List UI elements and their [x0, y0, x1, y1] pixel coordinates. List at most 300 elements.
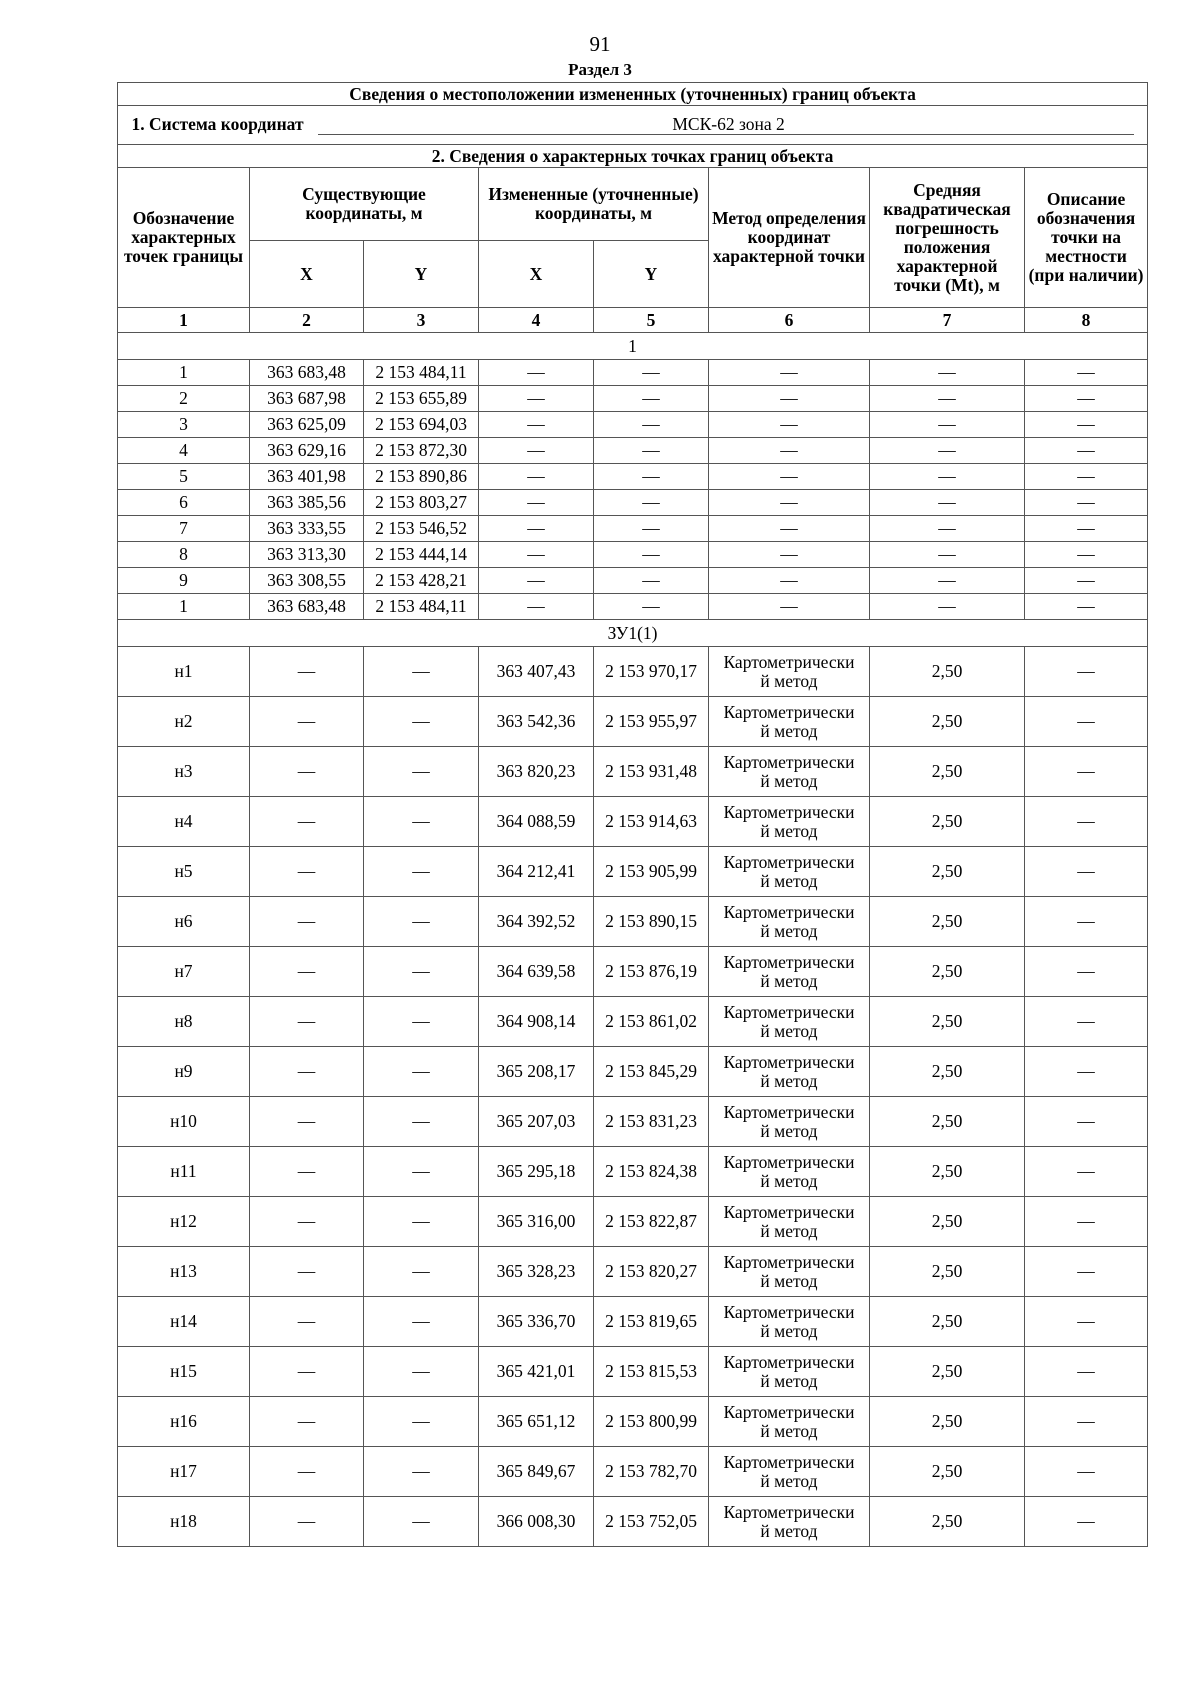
- method: —: [709, 516, 870, 542]
- changed-y: 2 153 824,38: [594, 1147, 709, 1197]
- changed-x: —: [479, 412, 594, 438]
- method: —: [709, 594, 870, 620]
- existing-x: —: [250, 1347, 364, 1397]
- coordinate-system-value: МСК-62 зона 2: [318, 115, 1134, 135]
- table-row: [118, 438, 1148, 464]
- error: 2,50: [870, 747, 1025, 797]
- error: —: [870, 542, 1025, 568]
- method: [709, 1047, 870, 1097]
- method-line: й метод: [760, 1170, 818, 1191]
- header-existing: Существующие координаты, м: [250, 168, 479, 241]
- method: [709, 1347, 870, 1397]
- changed-y: 2 153 815,53: [594, 1347, 709, 1397]
- existing-x: —: [250, 947, 364, 997]
- table-row: [118, 594, 1148, 620]
- changed-y: 2 153 782,70: [594, 1447, 709, 1497]
- error: 2,50: [870, 1347, 1025, 1397]
- table-row: [118, 1197, 1148, 1247]
- method: [709, 947, 870, 997]
- method-line: Картометрически: [723, 1351, 855, 1372]
- point-designation: н18: [118, 1497, 250, 1547]
- method: [709, 1297, 870, 1347]
- existing-y: 2 153 484,11: [364, 594, 479, 620]
- header-description: Описание обозначения точки на местности (при наличии): [1025, 168, 1148, 308]
- description: —: [1025, 797, 1148, 847]
- existing-x: —: [250, 1097, 364, 1147]
- existing-y: —: [364, 1097, 479, 1147]
- existing-y: 2 153 890,86: [364, 464, 479, 490]
- method: —: [709, 542, 870, 568]
- changed-y: 2 153 752,05: [594, 1497, 709, 1547]
- method-line: й метод: [760, 720, 818, 741]
- changed-x: 365 328,23: [479, 1247, 594, 1297]
- table-row: [118, 412, 1148, 438]
- changed-y: 2 153 876,19: [594, 947, 709, 997]
- existing-y: —: [364, 897, 479, 947]
- changed-x: 364 088,59: [479, 797, 594, 847]
- point-designation: 2: [118, 386, 250, 412]
- column-number: 6: [709, 308, 870, 333]
- method: [709, 1397, 870, 1447]
- changed-y: 2 153 970,17: [594, 647, 709, 697]
- error: —: [870, 516, 1025, 542]
- table-row: [118, 568, 1148, 594]
- column-number: 5: [594, 308, 709, 333]
- existing-y: —: [364, 1347, 479, 1397]
- table-row: [118, 1047, 1148, 1097]
- existing-y: —: [364, 647, 479, 697]
- changed-y: —: [594, 568, 709, 594]
- existing-x: 363 683,48: [250, 594, 364, 620]
- existing-x: 363 308,55: [250, 568, 364, 594]
- existing-x: —: [250, 1447, 364, 1497]
- point-designation: н2: [118, 697, 250, 747]
- header-method: Метод определения координат характерной точки: [709, 168, 870, 308]
- header-changed-x: X: [479, 241, 594, 308]
- description: —: [1025, 594, 1148, 620]
- method-line: Картометрически: [723, 1451, 855, 1472]
- existing-x: —: [250, 1197, 364, 1247]
- error: 2,50: [870, 1197, 1025, 1247]
- description: —: [1025, 1347, 1148, 1397]
- changed-y: 2 153 890,15: [594, 897, 709, 947]
- description: —: [1025, 1297, 1148, 1347]
- point-designation: н9: [118, 1047, 250, 1097]
- existing-x: 363 625,09: [250, 412, 364, 438]
- error: 2,50: [870, 847, 1025, 897]
- method-line: й метод: [760, 820, 818, 841]
- error: —: [870, 412, 1025, 438]
- description: —: [1025, 412, 1148, 438]
- point-designation: 6: [118, 490, 250, 516]
- point-designation: н1: [118, 647, 250, 697]
- method: [709, 747, 870, 797]
- existing-x: —: [250, 1497, 364, 1547]
- existing-y: —: [364, 1197, 479, 1247]
- changed-x: 365 316,00: [479, 1197, 594, 1247]
- changed-x: 364 392,52: [479, 897, 594, 947]
- method-line: й метод: [760, 1520, 818, 1541]
- changed-y: —: [594, 386, 709, 412]
- table-row: [118, 747, 1148, 797]
- existing-x: —: [250, 1047, 364, 1097]
- method-line: Картометрически: [723, 1151, 855, 1172]
- changed-x: 365 651,12: [479, 1397, 594, 1447]
- error: 2,50: [870, 797, 1025, 847]
- changed-x: 363 820,23: [479, 747, 594, 797]
- method-line: Картометрически: [723, 1251, 855, 1272]
- description: —: [1025, 516, 1148, 542]
- point-designation: н3: [118, 747, 250, 797]
- group-header-row: [118, 620, 1148, 647]
- method: [709, 1447, 870, 1497]
- header-row-1: [118, 168, 1148, 241]
- point-designation: 9: [118, 568, 250, 594]
- method-line: й метод: [760, 670, 818, 691]
- existing-x: —: [250, 747, 364, 797]
- table-row: [118, 360, 1148, 386]
- existing-y: —: [364, 1297, 479, 1347]
- column-number: 4: [479, 308, 594, 333]
- method: —: [709, 490, 870, 516]
- existing-x: —: [250, 1397, 364, 1447]
- method-line: Картометрически: [723, 951, 855, 972]
- header-error: Средняя квадратическая погрешность положения характерной точки (Mt), м: [870, 168, 1025, 308]
- existing-x: —: [250, 1247, 364, 1297]
- description: —: [1025, 647, 1148, 697]
- point-designation: н11: [118, 1147, 250, 1197]
- existing-x: —: [250, 797, 364, 847]
- subtitle-row: [118, 145, 1148, 168]
- error: 2,50: [870, 1297, 1025, 1347]
- coordinate-system-row: [118, 106, 1148, 145]
- error: 2,50: [870, 1097, 1025, 1147]
- method-line: Картометрически: [723, 1101, 855, 1122]
- changed-y: —: [594, 490, 709, 516]
- column-number-row: [118, 308, 1148, 333]
- table-row: [118, 1147, 1148, 1197]
- error: 2,50: [870, 1247, 1025, 1297]
- error: —: [870, 568, 1025, 594]
- table-row: [118, 1097, 1148, 1147]
- changed-y: 2 153 955,97: [594, 697, 709, 747]
- method-line: Картометрически: [723, 751, 855, 772]
- method: [709, 897, 870, 947]
- changed-y: 2 153 931,48: [594, 747, 709, 797]
- point-designation: н4: [118, 797, 250, 847]
- existing-y: 2 153 655,89: [364, 386, 479, 412]
- error: 2,50: [870, 1447, 1025, 1497]
- changed-y: —: [594, 412, 709, 438]
- description: —: [1025, 847, 1148, 897]
- changed-y: —: [594, 360, 709, 386]
- existing-y: —: [364, 1497, 479, 1547]
- existing-y: 2 153 428,21: [364, 568, 479, 594]
- existing-y: 2 153 484,11: [364, 360, 479, 386]
- description: —: [1025, 386, 1148, 412]
- boundary-points-table: [117, 82, 1148, 1547]
- existing-x: —: [250, 897, 364, 947]
- existing-y: —: [364, 747, 479, 797]
- changed-x: —: [479, 438, 594, 464]
- header-existing-x: X: [250, 241, 364, 308]
- method-line: й метод: [760, 1270, 818, 1291]
- method-line: й метод: [760, 1070, 818, 1091]
- column-number: 2: [250, 308, 364, 333]
- method-line: Картометрически: [723, 1201, 855, 1222]
- point-designation: н17: [118, 1447, 250, 1497]
- changed-y: —: [594, 594, 709, 620]
- existing-y: 2 153 872,30: [364, 438, 479, 464]
- changed-x: 365 849,67: [479, 1447, 594, 1497]
- point-designation: н10: [118, 1097, 250, 1147]
- changed-y: —: [594, 438, 709, 464]
- changed-x: 364 212,41: [479, 847, 594, 897]
- changed-x: —: [479, 360, 594, 386]
- description: —: [1025, 1047, 1148, 1097]
- changed-y: 2 153 914,63: [594, 797, 709, 847]
- point-designation: н5: [118, 847, 250, 897]
- table-row: [118, 1447, 1148, 1497]
- changed-x: 365 421,01: [479, 1347, 594, 1397]
- header-designation: Обозначение характерных точек границы: [118, 168, 250, 308]
- existing-x: 363 333,55: [250, 516, 364, 542]
- existing-y: —: [364, 997, 479, 1047]
- changed-x: —: [479, 464, 594, 490]
- method: —: [709, 464, 870, 490]
- error: 2,50: [870, 1497, 1025, 1547]
- existing-y: —: [364, 1047, 479, 1097]
- method: —: [709, 360, 870, 386]
- error: 2,50: [870, 1397, 1025, 1447]
- description: —: [1025, 1147, 1148, 1197]
- changed-y: 2 153 820,27: [594, 1247, 709, 1297]
- point-designation: 7: [118, 516, 250, 542]
- error: —: [870, 594, 1025, 620]
- error: 2,50: [870, 697, 1025, 747]
- column-number: 8: [1025, 308, 1148, 333]
- description: —: [1025, 897, 1148, 947]
- method-line: й метод: [760, 1320, 818, 1341]
- method-line: й метод: [760, 1120, 818, 1141]
- table-title: Сведения о местоположении измененных (уточненных) границ объекта: [118, 83, 1148, 106]
- description: —: [1025, 1397, 1148, 1447]
- method-line: Картометрически: [723, 1401, 855, 1422]
- point-designation: н13: [118, 1247, 250, 1297]
- point-designation: н8: [118, 997, 250, 1047]
- table-row: [118, 1297, 1148, 1347]
- column-number: 1: [118, 308, 250, 333]
- method-line: й метод: [760, 1370, 818, 1391]
- error: 2,50: [870, 997, 1025, 1047]
- existing-y: —: [364, 1147, 479, 1197]
- method: [709, 797, 870, 847]
- table-row: [118, 847, 1148, 897]
- method-line: Картометрически: [723, 1051, 855, 1072]
- point-designation: 3: [118, 412, 250, 438]
- method: [709, 647, 870, 697]
- description: —: [1025, 464, 1148, 490]
- existing-y: —: [364, 947, 479, 997]
- point-designation: 4: [118, 438, 250, 464]
- existing-x: —: [250, 647, 364, 697]
- description: —: [1025, 542, 1148, 568]
- table-subtitle: 2. Сведения о характерных точках границ объекта: [118, 145, 1148, 168]
- existing-x: —: [250, 1147, 364, 1197]
- changed-y: 2 153 831,23: [594, 1097, 709, 1147]
- point-designation: 8: [118, 542, 250, 568]
- changed-x: 364 639,58: [479, 947, 594, 997]
- changed-x: 363 542,36: [479, 697, 594, 747]
- error: 2,50: [870, 947, 1025, 997]
- point-designation: н12: [118, 1197, 250, 1247]
- changed-y: 2 153 819,65: [594, 1297, 709, 1347]
- point-designation: н6: [118, 897, 250, 947]
- table-row: [118, 464, 1148, 490]
- group-label: ЗУ1(1): [118, 620, 1148, 647]
- point-designation: 5: [118, 464, 250, 490]
- description: —: [1025, 947, 1148, 997]
- description: —: [1025, 697, 1148, 747]
- changed-y: 2 153 822,87: [594, 1197, 709, 1247]
- header-existing-y: Y: [364, 241, 479, 308]
- method-line: Картометрически: [723, 1501, 855, 1522]
- table-row: [118, 542, 1148, 568]
- coordinate-system-label: 1. Система координат: [131, 114, 304, 134]
- changed-y: —: [594, 464, 709, 490]
- existing-y: 2 153 694,03: [364, 412, 479, 438]
- group-header-row: [118, 333, 1148, 360]
- point-designation: н14: [118, 1297, 250, 1347]
- error: 2,50: [870, 647, 1025, 697]
- description: —: [1025, 438, 1148, 464]
- existing-x: —: [250, 847, 364, 897]
- changed-x: 365 207,03: [479, 1097, 594, 1147]
- method-line: Картометрически: [723, 851, 855, 872]
- changed-y: 2 153 800,99: [594, 1397, 709, 1447]
- method-line: й метод: [760, 1420, 818, 1441]
- existing-y: —: [364, 1247, 479, 1297]
- error: —: [870, 490, 1025, 516]
- point-designation: 1: [118, 594, 250, 620]
- changed-x: 365 208,17: [479, 1047, 594, 1097]
- section-title: Раздел 3: [568, 60, 632, 79]
- method-line: Картометрически: [723, 651, 855, 672]
- error: —: [870, 464, 1025, 490]
- page-number: 91: [589, 32, 611, 56]
- method: [709, 1097, 870, 1147]
- error: —: [870, 386, 1025, 412]
- existing-x: 363 629,16: [250, 438, 364, 464]
- method-line: й метод: [760, 1220, 818, 1241]
- method-line: й метод: [760, 970, 818, 991]
- existing-x: 363 683,48: [250, 360, 364, 386]
- method-line: Картометрически: [723, 1001, 855, 1022]
- description: —: [1025, 360, 1148, 386]
- method-line: Картометрически: [723, 801, 855, 822]
- existing-y: —: [364, 697, 479, 747]
- description: —: [1025, 568, 1148, 594]
- table-row: [118, 516, 1148, 542]
- changed-x: —: [479, 490, 594, 516]
- existing-y: 2 153 803,27: [364, 490, 479, 516]
- method: —: [709, 568, 870, 594]
- method: [709, 997, 870, 1047]
- method: [709, 847, 870, 897]
- method: —: [709, 438, 870, 464]
- error: —: [870, 360, 1025, 386]
- point-designation: 1: [118, 360, 250, 386]
- changed-y: —: [594, 542, 709, 568]
- table-row: [118, 490, 1148, 516]
- existing-y: 2 153 546,52: [364, 516, 479, 542]
- description: —: [1025, 1447, 1148, 1497]
- existing-x: —: [250, 1297, 364, 1347]
- method-line: й метод: [760, 870, 818, 891]
- table-row: [118, 1347, 1148, 1397]
- changed-x: 365 295,18: [479, 1147, 594, 1197]
- changed-x: —: [479, 594, 594, 620]
- group-label: 1: [118, 333, 1148, 360]
- description: —: [1025, 1197, 1148, 1247]
- error: 2,50: [870, 1147, 1025, 1197]
- error: —: [870, 438, 1025, 464]
- changed-y: 2 153 861,02: [594, 997, 709, 1047]
- description: —: [1025, 1497, 1148, 1547]
- changed-x: 363 407,43: [479, 647, 594, 697]
- point-designation: н7: [118, 947, 250, 997]
- changed-x: 364 908,14: [479, 997, 594, 1047]
- changed-x: 365 336,70: [479, 1297, 594, 1347]
- table-row: [118, 697, 1148, 747]
- existing-x: 363 385,56: [250, 490, 364, 516]
- existing-y: —: [364, 1447, 479, 1497]
- method: [709, 1147, 870, 1197]
- existing-x: —: [250, 697, 364, 747]
- error: 2,50: [870, 897, 1025, 947]
- existing-y: —: [364, 847, 479, 897]
- error: 2,50: [870, 1047, 1025, 1097]
- method-line: й метод: [760, 770, 818, 791]
- method: [709, 1197, 870, 1247]
- method-line: Картометрически: [723, 1301, 855, 1322]
- existing-x: 363 313,30: [250, 542, 364, 568]
- existing-x: 363 401,98: [250, 464, 364, 490]
- changed-y: 2 153 905,99: [594, 847, 709, 897]
- table-row: [118, 386, 1148, 412]
- table-row: [118, 997, 1148, 1047]
- changed-y: —: [594, 516, 709, 542]
- method: —: [709, 386, 870, 412]
- method-line: Картометрически: [723, 701, 855, 722]
- table-row: [118, 1497, 1148, 1547]
- method: [709, 1497, 870, 1547]
- table-row: [118, 1397, 1148, 1447]
- description: —: [1025, 490, 1148, 516]
- table-row: [118, 647, 1148, 697]
- method: [709, 1247, 870, 1297]
- changed-x: 366 008,30: [479, 1497, 594, 1547]
- description: —: [1025, 1247, 1148, 1297]
- table-row: [118, 897, 1148, 947]
- description: —: [1025, 997, 1148, 1047]
- table-row: [118, 947, 1148, 997]
- changed-x: —: [479, 568, 594, 594]
- method-line: й метод: [760, 1020, 818, 1041]
- existing-x: 363 687,98: [250, 386, 364, 412]
- method-line: Картометрически: [723, 901, 855, 922]
- method-line: й метод: [760, 1470, 818, 1491]
